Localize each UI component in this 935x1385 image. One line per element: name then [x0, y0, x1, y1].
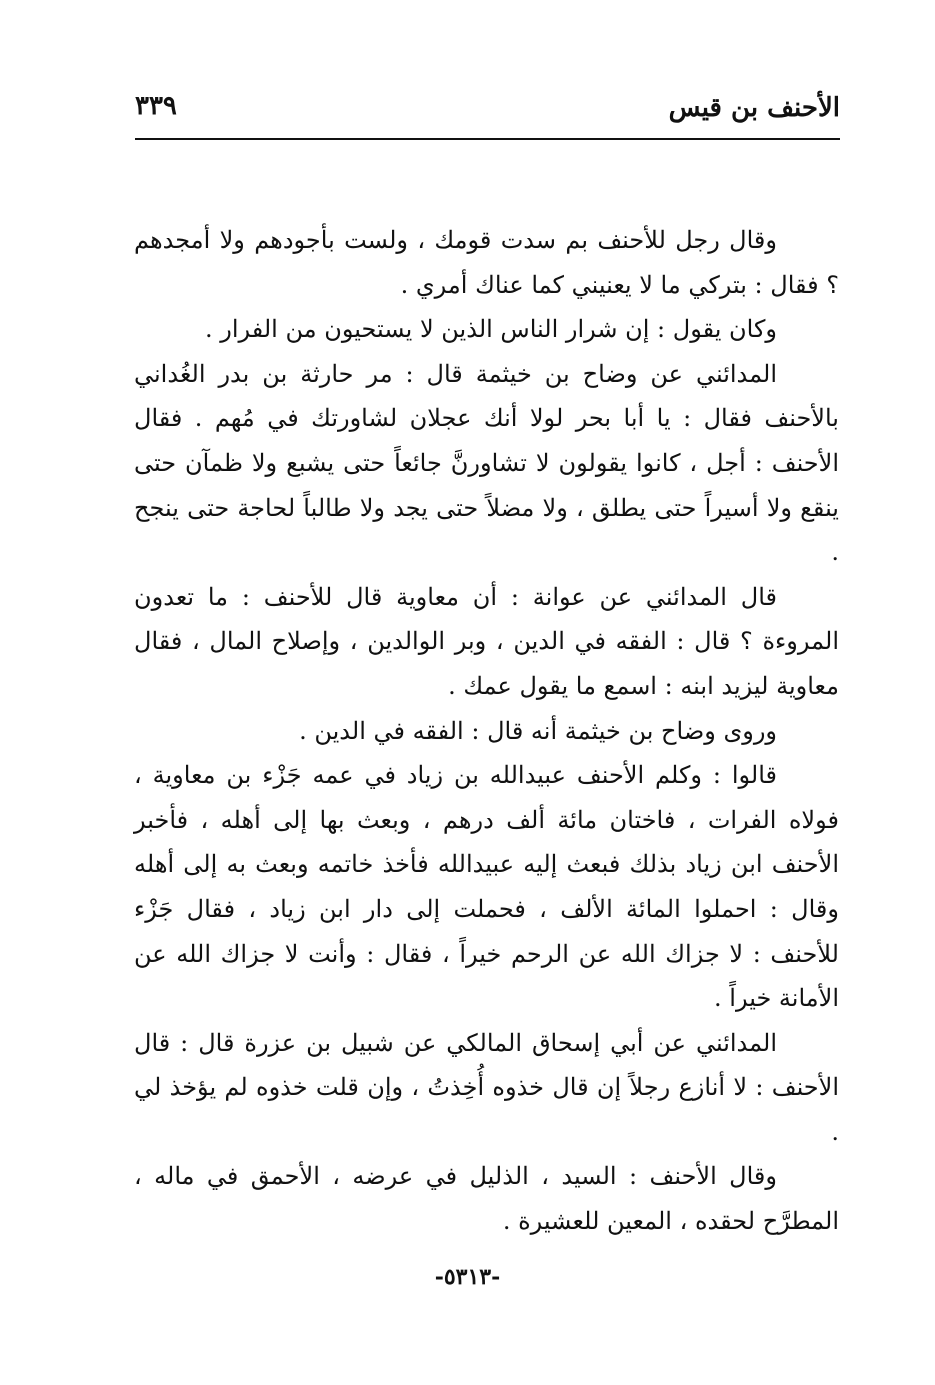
body-text: [134, 218, 839, 1244]
header-page-number: ٣٣٩: [135, 91, 177, 121]
paragraph: المدائني عن وضاح بن خيثمة قال : مر حارثة بن بدر الغُداني بالأحنف فقال : يا أبا بحر لولا أنك عجلان لشاورتك في مُهم . فقال الأحنف : أجل ، كانوا يقولون لا تشاورنَّ جائعاً حتى يشبع ولا ظمآن حتى ينقع ولا أسيراً حتى يطلق ، ولا مضلاً حتى يجد ولا طالباً لحاجة حتى ينجح .: [134, 359, 840, 567]
paragraph: وروى وضاح بن خيثمة أنه قال : الفقه في الدين .: [299, 716, 777, 745]
page-header: [135, 88, 840, 128]
paragraph: قالوا : وكلم الأحنف عبيدالله بن زياد في عمه جَزْء بن معاوية ، فولاه الفرات ، فاختان مائة ألف درهم ، وبعث بها إلى أهله ، فأخبر الأحنف ابن زياد بذلك فبعث إليه عبيدالله فأخذ خاتمه وبعث به إلى أهله وقال : احملوا المائة الألف ، فحملت إلى دار ابن زياد ، فقال جَزْء للأحنف : لا جزاك الله عن الرحم خيراً ، فقال : وأنت لا جزاك الله عن الأمانة خيراً .: [134, 761, 839, 1013]
footer-page-number: -٥٣١٣-: [434, 1264, 501, 1290]
paragraph: وقال الأحنف : السيد ، الذليل في عرضه ، الأحمق في ماله ، المطرَّح لحقده ، المعين للعشيرة .: [134, 1162, 839, 1236]
running-title: الأحنف بن قيس: [668, 93, 840, 123]
paragraph: وكان يقول : إن شرار الناس الذين لا يستحيون من الفرار .: [204, 315, 777, 344]
paragraph: قال المدائني عن عوانة : أن معاوية قال للأحنف : ما تعدون المروءة ؟ قال : الفقه في الدين ، وبر الوالدين ، وإصلاح المال ، فقال معاوية ليزيد ابنه : اسمع ما يقول عمك .: [134, 582, 839, 700]
header-rule: [135, 138, 840, 140]
paragraph: وقال رجل للأحنف بم سدت قومك ، ولست بأجودهم ولا أمجدهم ؟ فقال : بتركي ما لا يعنيني كما عناك أمري .: [134, 226, 839, 299]
paragraph: المدائني عن أبي إسحاق المالكي عن شبيل بن عزرة قال : قال الأحنف : لا أنازع رجلاً إن قال خذوه أُخِذتُ ، وإن قلت خذوه لم يؤخذ لي .: [134, 1028, 839, 1146]
